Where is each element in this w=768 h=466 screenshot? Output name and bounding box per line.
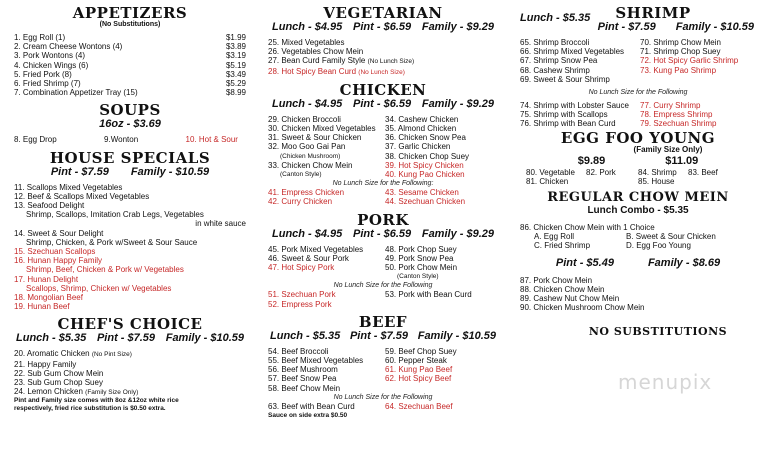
list-item: 57. Beef Snow Pea <box>268 374 337 384</box>
list-item: 25. Mixed Vegetables <box>268 38 345 47</box>
no-lunch-note: No Lunch Size for the Following: <box>332 180 434 188</box>
beef-title: BEEF <box>358 312 408 331</box>
list-item: 66. Shrimp Mixed Vegetables <box>520 47 625 57</box>
no-substitutions-note: NO SUBSTITUTIONS <box>588 325 728 339</box>
list-item: 18. Mongolian Beef <box>14 293 83 303</box>
list-item: 55. Beef Mixed Vegetables <box>268 356 364 366</box>
column-right <box>520 4 756 339</box>
beef-prices: Lunch - $5.35 Pint - $7.59 Family - $10.59 <box>270 329 496 342</box>
list-item: 46. Sweet & Sour Pork <box>268 253 349 263</box>
list-item: 17. Hunan Delight <box>14 274 79 284</box>
beef-list <box>268 347 498 393</box>
list-item: 31. Sweet & Sour Chicken <box>268 133 362 143</box>
list-item-detail: Shrimp, Chicken, & Pork w/Sweet & Sour Sauce <box>26 237 198 247</box>
list-item: 33. Chicken Chow Mein <box>268 160 353 170</box>
list-item: 90. Chicken Mushroom Chow Mein <box>520 303 645 313</box>
list-item: 26. Vegetables Chow Mein <box>268 47 364 57</box>
soup-item: 9.Wonton <box>104 135 139 145</box>
chow-mein-item-86: 86. Chicken Chow Mein with 1 Choice <box>520 223 655 233</box>
soup-item: 8. Egg Drop <box>14 135 57 145</box>
egg-foo-young-list <box>520 168 756 186</box>
list-item: 80. Vegetable <box>526 167 575 177</box>
list-item: 37. Garlic Chicken <box>385 142 451 152</box>
list-item: 79. Szechuan Shrimp <box>640 119 717 129</box>
list-item: 87. Pork Chow Mein <box>520 275 593 285</box>
list-item: 30. Chicken Mixed Vegetables <box>268 124 376 134</box>
list-item: 56. Beef Mushroom <box>268 365 338 375</box>
list-item: 38. Chicken Chop Suey <box>385 151 470 161</box>
list-item-detail: Shrimp, Scallops, Imitation Crab Legs, Vegetables <box>26 210 204 220</box>
no-lunch-note: No Lunch Size for the Following <box>588 89 688 97</box>
chicken-title: CHICKEN <box>339 80 427 99</box>
house-specials-title: HOUSE SPECIALS <box>49 148 211 167</box>
list-item <box>586 177 638 186</box>
appetizer-item: 3. Pork Wontons (4) $3.19 <box>14 51 246 61</box>
chefs-choice-list <box>14 349 246 397</box>
chicken-list-right <box>385 115 498 179</box>
column-middle <box>268 4 498 420</box>
list-item: 36. Chicken Snow Pea <box>385 133 466 143</box>
list-item: 70. Shrimp Chow Mein <box>640 38 721 47</box>
list-item: 32. Moo Goo Gai Pan <box>268 142 346 152</box>
list-item: 24. Lemon Chicken (Family Size Only) <box>14 387 139 397</box>
list-item: 41. Empress Chicken <box>268 188 345 198</box>
appetizers-list <box>14 33 246 97</box>
list-item-detail: (Canton Style) <box>280 171 322 179</box>
shrimp-list-2 <box>520 101 756 129</box>
appetizer-item: 7. Combination Appetizer Tray (15) $8.99 <box>14 88 246 98</box>
list-item: 52. Empress Pork <box>268 299 332 309</box>
chicken-list-2 <box>268 188 498 206</box>
list-item: 78. Empress Shrimp <box>640 110 713 120</box>
list-item: 23. Sub Gum Chop Suey <box>14 378 103 388</box>
chefs-choice-footnote: Pint and Family size comes with 8oz &12oz white rice respectively, fried rice substitution is $0.50 extra. <box>14 397 179 413</box>
list-item: 49. Pork Snow Pea <box>385 253 454 263</box>
soups-price: 16oz - $3.69 <box>99 118 161 131</box>
list-item-detail: (Chicken Mushroom) <box>280 152 341 160</box>
house-specials-list <box>14 183 246 312</box>
appetizer-item: 2. Cream Cheese Wontons (4) $3.89 <box>14 42 246 52</box>
list-item: 60. Pepper Steak <box>385 356 447 366</box>
list-item: 71. Shrimp Chop Suey <box>640 47 721 57</box>
list-item: 22. Sub Gum Chow Mein <box>14 368 104 378</box>
chow-mein-choices <box>520 232 756 250</box>
list-item: 77. Curry Shrimp <box>640 101 701 111</box>
list-item: 63. Beef with Bean Curd <box>268 401 355 411</box>
chicken-list <box>268 115 498 179</box>
list-item: 84. Shrimp <box>638 167 677 177</box>
chow-mein-list <box>520 276 756 313</box>
appetizer-item: 4. Chicken Wings (6) $5.19 <box>14 60 246 70</box>
list-item: 27. Bean Curd Family Style (No Lunch Size) <box>268 56 415 66</box>
list-item-detail: (Canton Style) <box>397 273 439 281</box>
shrimp-prices: Pint - $7.59 Family - $10.59 <box>597 21 754 33</box>
list-item: 64. Szechuan Beef <box>385 401 453 411</box>
list-item: 16. Hunan Happy Family <box>14 256 103 266</box>
list-item: 14. Sweet & Sour Delight <box>14 228 104 238</box>
egg-foo-young-title: EGG FOO YOUNG <box>560 128 716 147</box>
chefs-choice-title: CHEF'S CHOICE <box>57 315 203 334</box>
list-item: 47. Hot Spicy Pork <box>268 263 335 273</box>
sauce-note: Sauce on side extra $0.50 <box>268 412 348 420</box>
list-item: 19. Hunan Beef <box>14 302 70 312</box>
shrimp-lunch-price: Lunch - $5.35 <box>520 12 591 24</box>
list-item: 65. Shrimp Broccoli <box>520 38 590 47</box>
list-item: 74. Shrimp with Lobster Sauce <box>520 101 629 111</box>
shrimp-title: SHRIMP <box>615 4 691 22</box>
list-item: 50. Pork Chow Mein <box>385 263 458 273</box>
list-item: 61. Kung Pao Beef <box>385 365 453 375</box>
list-item: 13. Seafood Delight <box>14 201 85 211</box>
list-item: 42. Curry Chicken <box>268 197 333 207</box>
vegetarian-prices: Lunch - $4.95 Pint - $6.59 Family - $9.29 <box>272 21 494 33</box>
list-item: 68. Cashew Shrimp <box>520 65 590 75</box>
list-item: 39. Hot Spicy Chicken <box>385 160 464 170</box>
chicken-prices: Lunch - $4.95 Pint - $6.59 Family - $9.29 <box>272 97 494 110</box>
egg-foo-young-subtitle: (Family Size Only) <box>633 144 703 154</box>
list-item: 35. Almond Chicken <box>385 124 457 134</box>
column-left <box>14 4 246 413</box>
list-item-detail: Shrimp, Beef, Chicken & Pork w/ Vegetables <box>26 265 184 275</box>
list-item: 40. Kung Pao Chicken <box>385 170 465 180</box>
list-item-detail: Scallops, Shrimp, Chicken w/ Vegetables <box>26 283 172 293</box>
list-item-detail: in white sauce <box>195 219 246 229</box>
list-item: 62. Hot Spicy Beef <box>385 374 452 384</box>
list-item: 44. Szechuan Chicken <box>385 197 466 207</box>
list-item: 12. Beef & Scallops Mixed Vegetables <box>14 191 150 201</box>
list-item: 82. Pork <box>586 167 616 177</box>
list-item: 59. Beef Chop Suey <box>385 346 457 356</box>
list-item: 51. Szechuan Pork <box>268 290 336 300</box>
list-item: 75. Shrimp with Scallops <box>520 110 608 120</box>
appetizers-subtitle: (No Substitutions) <box>99 21 161 28</box>
list-item: 73. Kung Pao Shrimp <box>640 65 717 75</box>
appetizer-item: 1. Egg Roll (1) $1.99 <box>14 33 246 42</box>
list-item: 81. Chicken <box>526 176 569 186</box>
beef-list-2 <box>268 402 498 411</box>
list-item: 15. Szechuan Scallops <box>14 247 96 257</box>
no-lunch-note: No Lunch Size for the Following <box>333 393 433 401</box>
list-item: 21. Happy Family <box>14 359 77 369</box>
list-item: 28. Hot Spicy Bean Curd (No Lunch Size) <box>268 66 405 76</box>
appetizers-title: APPETIZERS <box>72 4 188 22</box>
list-item: 20. Aromatic Chicken (No Pint Size) <box>14 349 132 359</box>
list-item: 69. Sweet & Sour Shrimp <box>520 74 610 84</box>
soup-item: 10. Hot & Sour <box>185 135 238 145</box>
list-item: 76. Shrimp with Bean Curd <box>520 119 616 129</box>
chow-mein-prices: Pint - $5.49 Family - $8.69 <box>555 256 721 269</box>
list-item: 85. House <box>638 176 675 186</box>
choice-item: D. Egg Foo Young <box>626 241 691 251</box>
pork-list <box>268 245 498 282</box>
list-item: 29. Chicken Broccoli <box>268 114 341 124</box>
list-item: 58. Beef Chow Mein <box>268 383 341 393</box>
vegetarian-title: VEGETARIAN <box>323 4 443 22</box>
choice-item: C. Fried Shrimp <box>534 241 591 251</box>
list-item: 67. Shrimp Snow Pea <box>520 56 598 66</box>
chicken-list-left <box>268 115 381 179</box>
list-item: 88. Chicken Chow Mein <box>520 284 605 294</box>
list-item: 89. Cashew Nut Chow Mein <box>520 294 620 304</box>
house-specials-prices: Pint - $7.59 Family - $10.59 <box>50 165 210 178</box>
vegetarian-list <box>268 38 498 77</box>
watermark-logo: menupix <box>618 370 713 394</box>
shrimp-list <box>520 38 756 84</box>
list-item: 83. Beef <box>688 167 718 177</box>
list-item: 48. Pork Chop Suey <box>385 244 457 254</box>
list-item <box>688 177 738 186</box>
no-lunch-note: No Lunch Size for the Following <box>333 282 433 290</box>
pork-title: PORK <box>357 210 409 229</box>
list-item: 72. Hot Spicy Garlic Shrimp <box>640 56 739 66</box>
egg-foo-young-prices: $9.89 $11.09 <box>577 154 699 167</box>
chefs-choice-prices: Lunch - $5.35 Pint - $7.59 Family - $10.59 <box>16 332 244 345</box>
appetizer-item: 6. Fried Shrimp (7) $5.29 <box>14 79 246 89</box>
pork-prices: Lunch - $4.95 Pint - $6.59 Family - $9.29 <box>272 227 494 240</box>
appetizer-item: 5. Fried Pork (8) $3.49 <box>14 69 246 79</box>
chow-mein-lunch-combo: Lunch Combo - $5.35 <box>587 205 689 217</box>
soups-list <box>14 135 246 144</box>
list-item: 54. Beef Broccoli <box>268 346 329 356</box>
choice-item: B. Sweet & Sour Chicken <box>626 232 716 242</box>
choice-item: A. Egg Roll <box>534 232 575 242</box>
list-item: 11. Scallops Mixed Vegetables <box>14 182 123 192</box>
list-item: 34. Cashew Chicken <box>385 114 459 124</box>
pork-list-2 <box>268 290 498 308</box>
chow-mein-title: REGULAR CHOW MEIN <box>547 190 729 206</box>
list-item: 43. Sesame Chicken <box>385 188 459 198</box>
soups-title: SOUPS <box>99 101 161 120</box>
list-item: 53. Pork with Bean Curd <box>385 290 472 300</box>
list-item: 45. Pork Mixed Vegetables <box>268 244 364 254</box>
